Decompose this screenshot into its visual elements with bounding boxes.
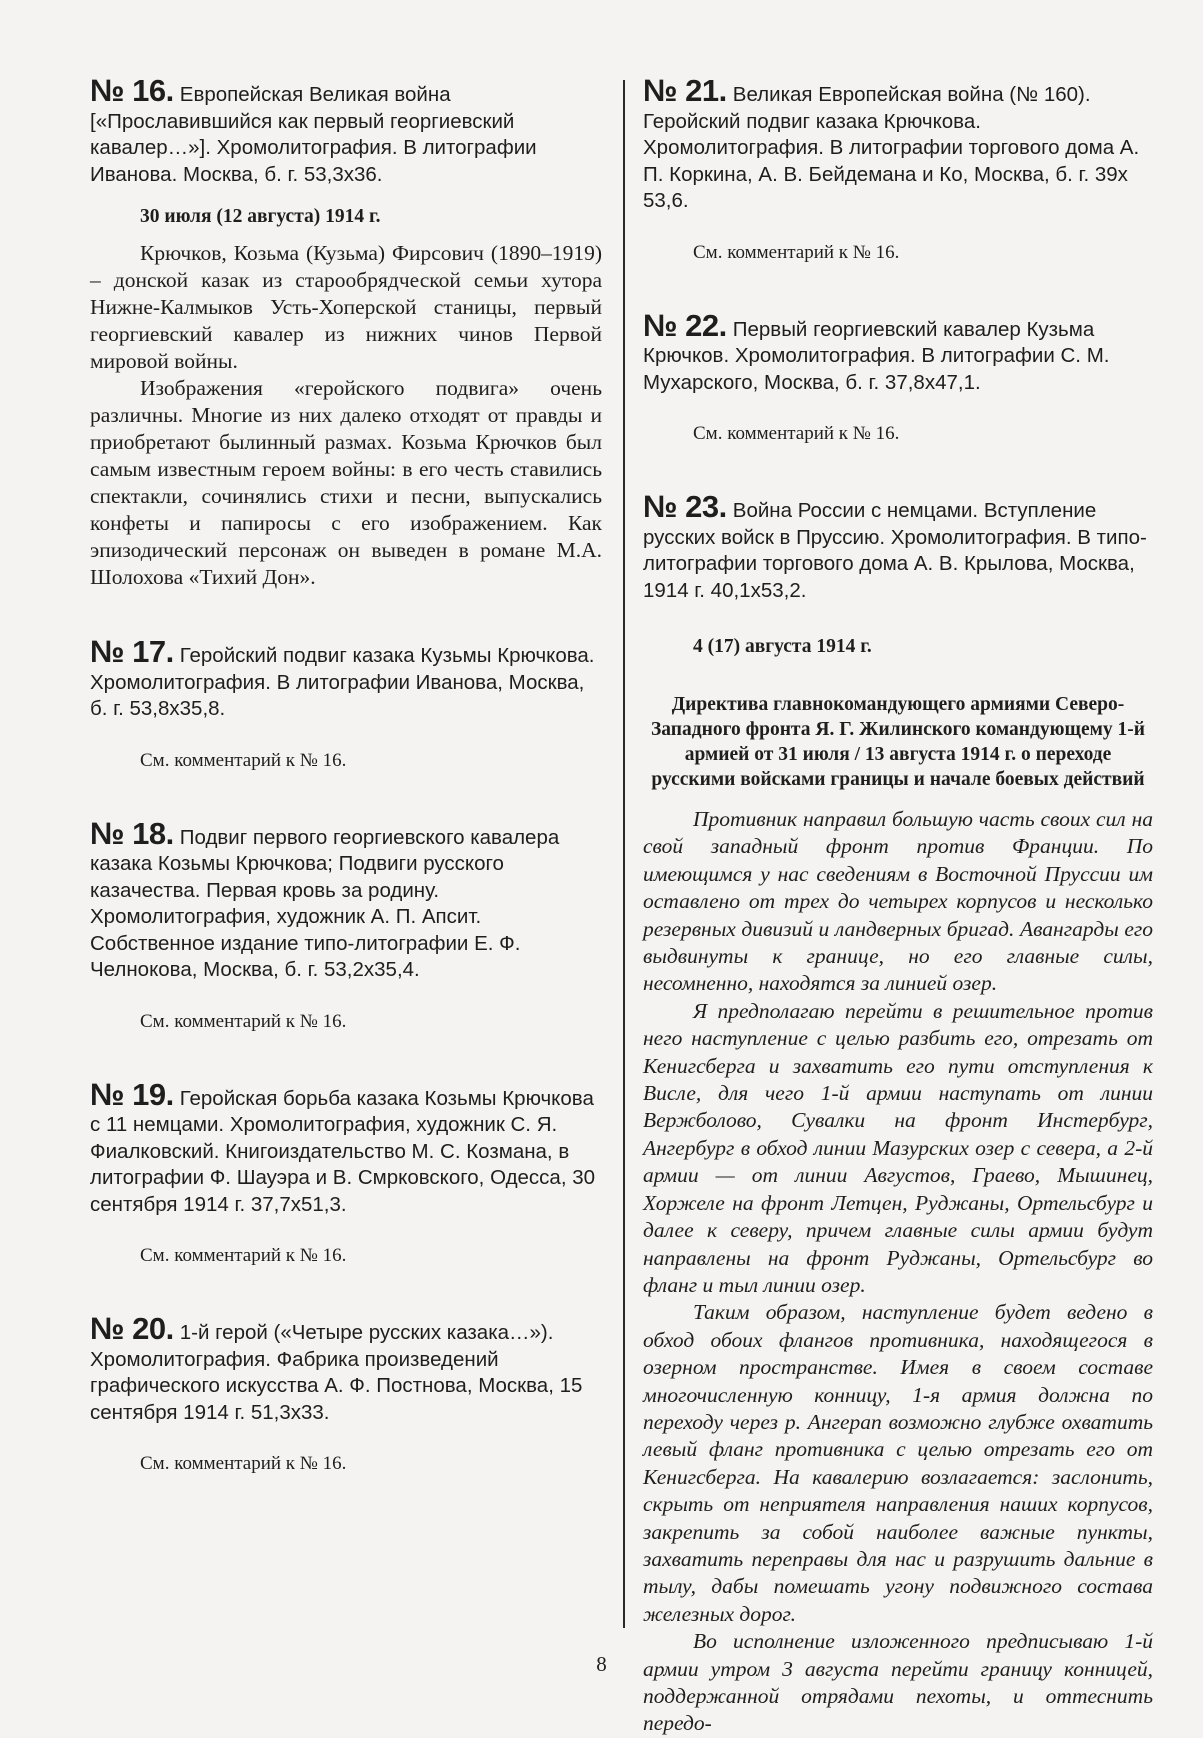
catalog-entry-16 [90,73,602,188]
entry-number: № 22. [643,307,727,343]
directive-paragraph: Я предполагаю перейти в решительное против него наступление с целью разбить его, отрезать от Кенигсберга и захватить его пути отступления к Висле, для чего 1-й армии наступать от линии Вержболово, Сувалки на фронт Инстербург, Ангербург в обход линии Мазурских озер с севера, а 2-й армии — от линии Августов, Граево, Мышинец, Хоржеле на фронт Летцен, Руджаны, Ортельсбург и далее к северу, причем главные силы армии будут направлены на фронт Руджаны, Ортельсбург во фланг и тыл линии озер. [643,998,1153,1297]
column-divider [623,80,625,1628]
date-heading: 4 (17) августа 1914 г. [693,636,872,657]
catalog-entry-21 [643,73,1153,215]
cross-reference: См. комментарий к № 16. [693,423,900,444]
page-number: 8 [596,1652,607,1676]
directive-paragraph: Во исполнение изложенного предписываю 1-й армии утром 3 августа перейти границу конницей, поддержанной отрядами пехоты, и оттеснить передо- [643,1629,1153,1736]
date-heading: 30 июля (12 августа) 1914 г. [140,206,381,227]
catalog-entry-19 [90,1076,602,1219]
entry-description: Европейская Великая война [«Прославившийся как первый георгиевский кавалер…»]. Хромолитография. В литографии Иванова. Москва, б. г. 53,3х36. [90,83,537,186]
entry-number: № 19. [90,1076,174,1112]
catalog-entry-22 [643,307,1153,397]
entry-description: 1-й герой («Четыре русских казака…»). Хромолитография. Фабрика произведений графического искусства А. Ф. Постнова, Москва, 15 сентября 1914 г. 51,3х33. [90,1321,583,1424]
catalog-entry-20 [90,1311,602,1426]
entry-number: № 23. [643,489,727,524]
cross-reference: См. комментарий к № 16. [140,1245,347,1266]
entry-description: Великая Европейская война (№ 160). Геройский подвиг казака Крючкова. Хромолитография. В литографии торгового дома А. П. Коркина, А. В. Бейдемана и Ко, Москва, б. г. 39х 53,6. [643,83,1140,212]
entry-number: № 20. [90,1311,174,1346]
catalog-entry-23 [643,489,1153,604]
directive-paragraph: Таким образом, наступление будет ведено в обход обоих флангов противника, находящегося в озерном пространстве. Имея в своем составе многочисленную конницу, 1-я армия должна по переходу через р. Ангерап возможно глубже охватить левый фланг противника с целью отрезать его от Кенигсберга. На кавалерию возлагается: заслонить, скрыть от неприятеля направления наших корпусов, закрепить за собой наиболее важные пункты, захватить переправы для нас и разрушить дальние в тылу, дабы помешать угону подвижного состава железных дорог. [643,1300,1153,1626]
entry-description: Подвиг первого георгиевского кавалера казака Козьмы Крючкова; Подвиги русского казачества. Первая кровь за родину. Хромолитография, художник А. П. Апсит. Собственное издание типо-литографии Е. Ф. Челнокова, Москва, б. г. 53,2х35,4. [90,825,560,981]
cross-reference: См. комментарий к № 16. [693,241,900,263]
entry-description: Геройская борьба казака Козьмы Крючкова с 11 немцами. Хромолитография, художник С. Я. Фиалковский. Книгоиздательство М. С. Козмана, в литографии Ф. Шауэра и В. Смрковского, Одесса, 30 сентября 1914 г. 37,7х51,3. [90,1086,596,1216]
entry-number: № 16. [90,73,174,108]
commentary-paragraph: Изображения «геройского подвига» очень различны. Многие из них далеко отходят от правды и приобретают былинный размах. Козьма Крючков был самым известным героем войны: в его честь ставились спектакли, сочинялись стихи и песни, выпускались конфеты и папиросы с его изображением. Как эпизодический персонаж он выведен в романе М.А. Шолохова «Тихий Дон». [90,376,602,589]
cross-reference: См. комментарий к № 16. [140,1453,347,1474]
directive-paragraph: Противник направил большую часть своих сил на свой западный фронт против Франции. По имеющимся у нас сведениям в Восточной Пруссии им оставлено от трех до четырех корпусов и несколько резервных дивизий и ландверных бригад. Авангарды его выдвинуты к границе, но его главные силы, несомненно, находятся за линией озер. [643,807,1153,996]
entry-number: № 21. [643,73,727,108]
entry-description: Война России с немцами. Вступление русских войск в Пруссию. Хромолитография. В типо-литографии торгового дома А. В. Крылова, Москва, 1914 г. 40,1х53,2. [643,499,1147,602]
right-column [643,73,1153,1738]
entry-description: Геройский подвиг казака Кузьмы Крючкова. Хромолитография. В литографии Иванова, Москва, б. г. 53,8х35,8. [90,644,595,720]
catalog-entry-18 [90,815,602,984]
catalog-entry-17 [90,634,602,723]
commentary-paragraph: Крючков, Козьма (Кузьма) Фирсович (1890–1919) – донской казак из старообрядческой семьи хутора Нижне-Калмыков Усть-Хоперской станицы, первый георгиевский кавалер из нижних чинов Первой мировой войны. [90,241,602,373]
cross-reference: См. комментарий к № 16. [140,749,347,771]
entry-number: № 18. [90,815,174,851]
cross-reference: См. комментарий к № 16. [140,1010,347,1032]
directive-title: Директива главнокомандующего армиями Северо-Западного фронта Я. Г. Жилинского командующему 1-й армией от 31 июля / 13 августа 1914 г. о переходе русскими войсками границы и начале боевых действий [651,694,1145,790]
entry-description: Первый георгиевский кавалер Кузьма Крючков. Хромолитография. В литографии С. М. Мухарского, Москва, б. г. 37,8х47,1. [643,317,1110,394]
left-column [90,73,602,1476]
entry-number: № 17. [90,634,174,669]
